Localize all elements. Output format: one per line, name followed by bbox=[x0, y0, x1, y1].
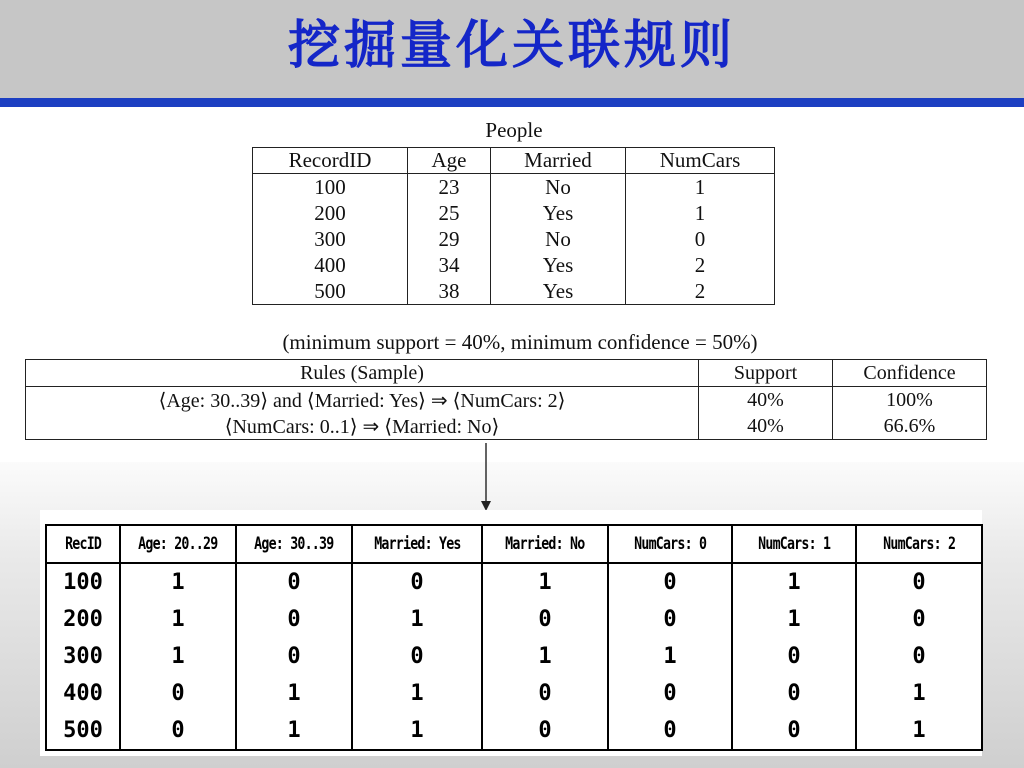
table-row bbox=[46, 601, 982, 638]
binary-col-header bbox=[120, 525, 236, 563]
people-table-header-row bbox=[253, 148, 775, 174]
binary-col-label: NumCars: 2 bbox=[882, 534, 956, 554]
people-cell: 300 bbox=[253, 226, 408, 252]
rule-text: ⟨Age: 30..39⟩ and ⟨Married: Yes⟩ ⇒ ⟨NumCars: 2⟩ bbox=[26, 387, 699, 414]
binary-cell: 0 bbox=[236, 638, 352, 675]
binary-cell: 1 bbox=[482, 563, 608, 601]
binary-cell: 1 bbox=[120, 601, 236, 638]
binary-col-label: RecID bbox=[64, 534, 102, 554]
binary-cell: 200 bbox=[46, 601, 120, 638]
people-cell: 23 bbox=[408, 174, 491, 201]
binary-cell: 1 bbox=[120, 638, 236, 675]
binary-cell: 0 bbox=[608, 675, 732, 712]
people-cell: 38 bbox=[408, 278, 491, 305]
binary-cell: 0 bbox=[608, 712, 732, 750]
binary-cell: 0 bbox=[236, 601, 352, 638]
people-cell: Yes bbox=[491, 252, 626, 278]
people-cell: Yes bbox=[491, 278, 626, 305]
binary-col-header bbox=[856, 525, 982, 563]
binary-cell: 1 bbox=[352, 675, 482, 712]
table-row bbox=[26, 387, 987, 414]
binary-col-label: NumCars: 1 bbox=[757, 534, 831, 554]
binary-col-header bbox=[46, 525, 120, 563]
table-row bbox=[253, 200, 775, 226]
binary-cell: 1 bbox=[352, 601, 482, 638]
people-cell: 29 bbox=[408, 226, 491, 252]
binary-cell: 0 bbox=[236, 563, 352, 601]
binary-cell: 0 bbox=[120, 712, 236, 750]
binary-cell: 0 bbox=[120, 675, 236, 712]
people-col-header: Age bbox=[408, 148, 491, 174]
binary-cell: 1 bbox=[732, 563, 856, 601]
binary-cell: 1 bbox=[482, 638, 608, 675]
binary-cell: 0 bbox=[732, 712, 856, 750]
table-row bbox=[253, 226, 775, 252]
binary-col-label: Age: 30..39 bbox=[254, 534, 334, 554]
binary-cell: 1 bbox=[236, 675, 352, 712]
people-col-header: NumCars bbox=[626, 148, 775, 174]
binary-table-header-row bbox=[46, 525, 982, 563]
binary-col-header bbox=[482, 525, 608, 563]
binary-cell: 0 bbox=[732, 638, 856, 675]
binary-col-label: Married: No bbox=[505, 534, 585, 554]
binary-cell: 100 bbox=[46, 563, 120, 601]
people-cell: 100 bbox=[253, 174, 408, 201]
people-table bbox=[252, 147, 775, 305]
binary-col-label: NumCars: 0 bbox=[633, 534, 707, 554]
rules-table bbox=[25, 359, 987, 440]
people-cell: 1 bbox=[626, 200, 775, 226]
rules-table-header-row bbox=[26, 360, 987, 387]
binary-col-header bbox=[352, 525, 482, 563]
binary-cell: 0 bbox=[482, 601, 608, 638]
binary-col-header bbox=[236, 525, 352, 563]
threshold-note: (minimum support = 40%, minimum confidence = 50%) bbox=[282, 330, 758, 354]
binary-cell: 1 bbox=[856, 712, 982, 750]
binary-cell: 1 bbox=[236, 712, 352, 750]
people-cell: 200 bbox=[253, 200, 408, 226]
table-row bbox=[46, 675, 982, 712]
binary-cell: 0 bbox=[608, 601, 732, 638]
table-row bbox=[253, 278, 775, 305]
people-cell: 2 bbox=[626, 252, 775, 278]
binary-col-label: Married: Yes bbox=[373, 534, 461, 554]
table-row bbox=[46, 563, 982, 601]
binary-cell: 0 bbox=[732, 675, 856, 712]
binary-cell: 0 bbox=[482, 712, 608, 750]
binary-cell: 500 bbox=[46, 712, 120, 750]
rules-col-header: Confidence bbox=[833, 360, 987, 387]
boolean-attribute-table bbox=[45, 524, 983, 751]
rule-support: 40% bbox=[699, 387, 833, 414]
people-cell: No bbox=[491, 174, 626, 201]
table-row bbox=[253, 252, 775, 278]
table-row bbox=[46, 638, 982, 675]
rule-confidence: 66.6% bbox=[833, 413, 987, 440]
people-cell: No bbox=[491, 226, 626, 252]
people-cell: 400 bbox=[253, 252, 408, 278]
binary-cell: 1 bbox=[120, 563, 236, 601]
table-row bbox=[253, 174, 775, 201]
rule-confidence: 100% bbox=[833, 387, 987, 414]
slide-title: 挖掘量化关联规则 bbox=[287, 15, 736, 76]
people-table-caption: People bbox=[485, 118, 543, 142]
people-cell: 1 bbox=[626, 174, 775, 201]
people-cell: 0 bbox=[626, 226, 775, 252]
binary-cell: 0 bbox=[482, 675, 608, 712]
rule-support: 40% bbox=[699, 413, 833, 440]
people-cell: 500 bbox=[253, 278, 408, 305]
people-col-header: Married bbox=[491, 148, 626, 174]
binary-cell: 1 bbox=[608, 638, 732, 675]
table-row bbox=[46, 712, 982, 750]
people-cell: Yes bbox=[491, 200, 626, 226]
binary-col-header bbox=[608, 525, 732, 563]
people-cell: 2 bbox=[626, 278, 775, 305]
binary-cell: 0 bbox=[856, 638, 982, 675]
binary-cell: 1 bbox=[352, 712, 482, 750]
people-cell: 34 bbox=[408, 252, 491, 278]
binary-cell: 400 bbox=[46, 675, 120, 712]
rules-col-header: Rules (Sample) bbox=[26, 360, 699, 387]
rule-text: ⟨NumCars: 0..1⟩ ⇒ ⟨Married: No⟩ bbox=[26, 413, 699, 440]
title-underline bbox=[0, 98, 1024, 107]
binary-col-label: Age: 20..29 bbox=[138, 534, 218, 554]
down-arrow-icon bbox=[476, 443, 496, 513]
binary-cell: 0 bbox=[856, 563, 982, 601]
binary-cell: 0 bbox=[608, 563, 732, 601]
binary-cell: 1 bbox=[856, 675, 982, 712]
people-cell: 25 bbox=[408, 200, 491, 226]
rules-col-header: Support bbox=[699, 360, 833, 387]
binary-cell: 0 bbox=[352, 638, 482, 675]
binary-cell: 0 bbox=[856, 601, 982, 638]
people-col-header: RecordID bbox=[253, 148, 408, 174]
binary-col-header bbox=[732, 525, 856, 563]
binary-cell: 0 bbox=[352, 563, 482, 601]
binary-cell: 1 bbox=[732, 601, 856, 638]
table-row bbox=[26, 413, 987, 440]
binary-cell: 300 bbox=[46, 638, 120, 675]
